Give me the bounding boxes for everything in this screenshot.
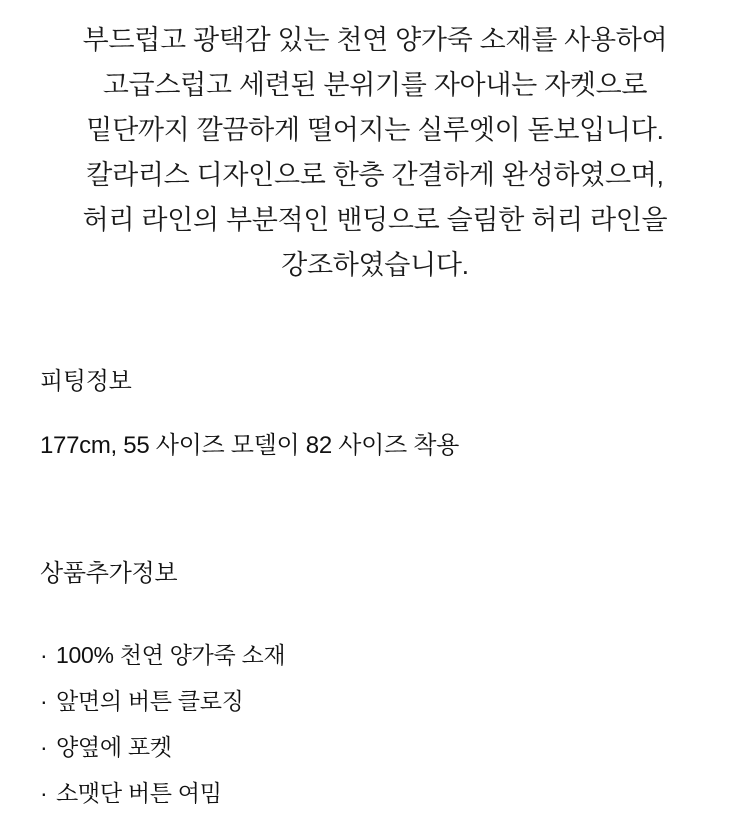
- list-item-label: 앞면의 버튼 클로징: [56, 688, 244, 714]
- bullet-icon: ·: [40, 780, 48, 806]
- list-item-label: 소맷단 버튼 여밈: [56, 780, 222, 806]
- additional-info-heading: 상품추가정보: [40, 560, 178, 587]
- list-item: [40, 724, 710, 770]
- intro-line: 강조하였습니다.: [281, 250, 469, 280]
- list-item: [40, 678, 710, 724]
- fitting-info-text: 177cm, 55 사이즈 모델이 82 사이즈 착용: [40, 432, 460, 459]
- intro-line: 부드럽고 광택감 있는 천연 양가죽 소재를 사용하여: [82, 25, 668, 55]
- list-item: [40, 632, 710, 678]
- intro-paragraph: [0, 0, 750, 288]
- list-item-label: 100% 천연 양가죽 소재: [56, 642, 286, 668]
- bullet-icon: ·: [40, 688, 48, 714]
- additional-info-list: [40, 632, 710, 816]
- bullet-icon: ·: [40, 642, 48, 668]
- intro-line: 고급스럽고 세련된 분위기를 자아내는 자켓으로: [102, 70, 648, 100]
- additional-info-section: [0, 558, 750, 816]
- list-item-label: 양옆에 포켓: [56, 734, 172, 760]
- bullet-icon: ·: [40, 734, 48, 760]
- fitting-info-heading: 피팅정보: [40, 368, 132, 395]
- intro-line: 밑단까지 깔끔하게 떨어지는 실루엣이 돋보입니다.: [86, 115, 664, 145]
- intro-line: 칼라리스 디자인으로 한층 간결하게 완성하였으며,: [86, 160, 664, 190]
- intro-line: 허리 라인의 부분적인 밴딩으로 슬림한 허리 라인을: [82, 205, 668, 235]
- fitting-info-section: [0, 366, 750, 462]
- list-item: [40, 770, 710, 816]
